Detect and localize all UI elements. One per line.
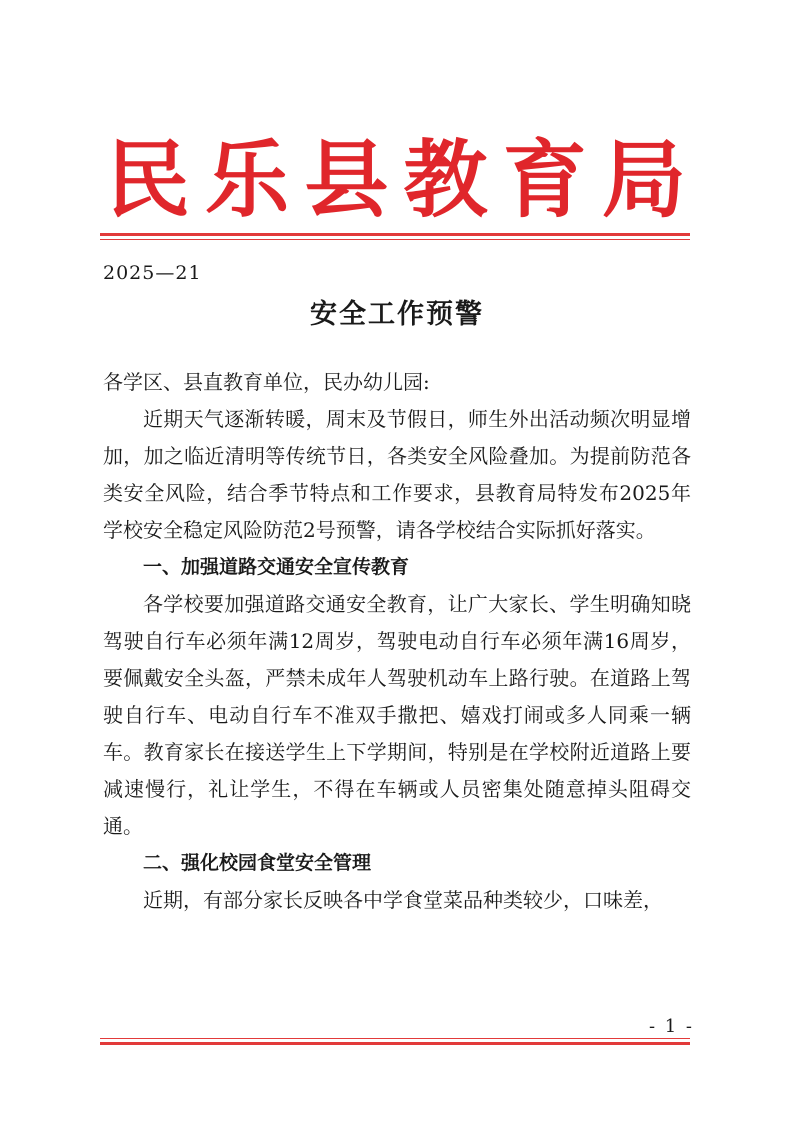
document-number: 2025—21: [103, 262, 202, 284]
document-title: 安全工作预警: [310, 299, 484, 330]
masthead-char: 民: [105, 130, 190, 229]
paragraph: 近期，有部分家长反映各中学食堂菜品种类较少，口味差，: [143, 888, 663, 912]
masthead-char: 乐: [205, 130, 290, 229]
paragraph: 各学校要加强道路交通安全教育，让广大家长、学生明确知晓驾驶自行车必须年满12周岁，驾驶电动自行车必须年满16周岁，要佩戴安全头盔，严禁未成年人驾驶机动车上路行驶。在道路上驾驶自行车、电动自行车不准双手撒把、嬉戏打闹或多人同乘一辆车。教育家长在接送学生上下学期间，特别是在学校附近道路上要减速慢行，礼让学生，不得在车辆或人员密集处随意掉头阻碍交通。: [103, 592, 691, 838]
masthead-char: 教: [403, 130, 488, 229]
masthead-char: 育: [502, 130, 587, 229]
footer-divider-thick: [100, 1042, 690, 1045]
section-heading: 二、强化校园食堂安全管理: [143, 852, 372, 874]
page-number: - 1 -: [648, 1016, 694, 1037]
masthead-char: 县: [304, 130, 389, 229]
agency-masthead: [100, 132, 692, 228]
paragraph: 近期天气逐渐转暖，周末及节假日，师生外出活动频次明显增加，加之临近清明等传统节日，各类安全风险叠加。为提前防范各类安全风险，结合季节特点和工作要求，县教育局特发布2025年学校安全稳定风险防范2号预警，请各学校结合实际抓好落实。: [103, 407, 691, 542]
header-divider-thick: [100, 233, 690, 236]
section-heading: 一、加强道路交通安全宣传教育: [143, 556, 410, 578]
header-divider-thin: [100, 239, 690, 240]
salutation: 各学区、县直教育单位，民办幼儿园:: [103, 370, 430, 394]
masthead-char: 局: [601, 130, 686, 229]
document-body: [103, 364, 691, 919]
footer-divider-thin: [100, 1038, 690, 1039]
